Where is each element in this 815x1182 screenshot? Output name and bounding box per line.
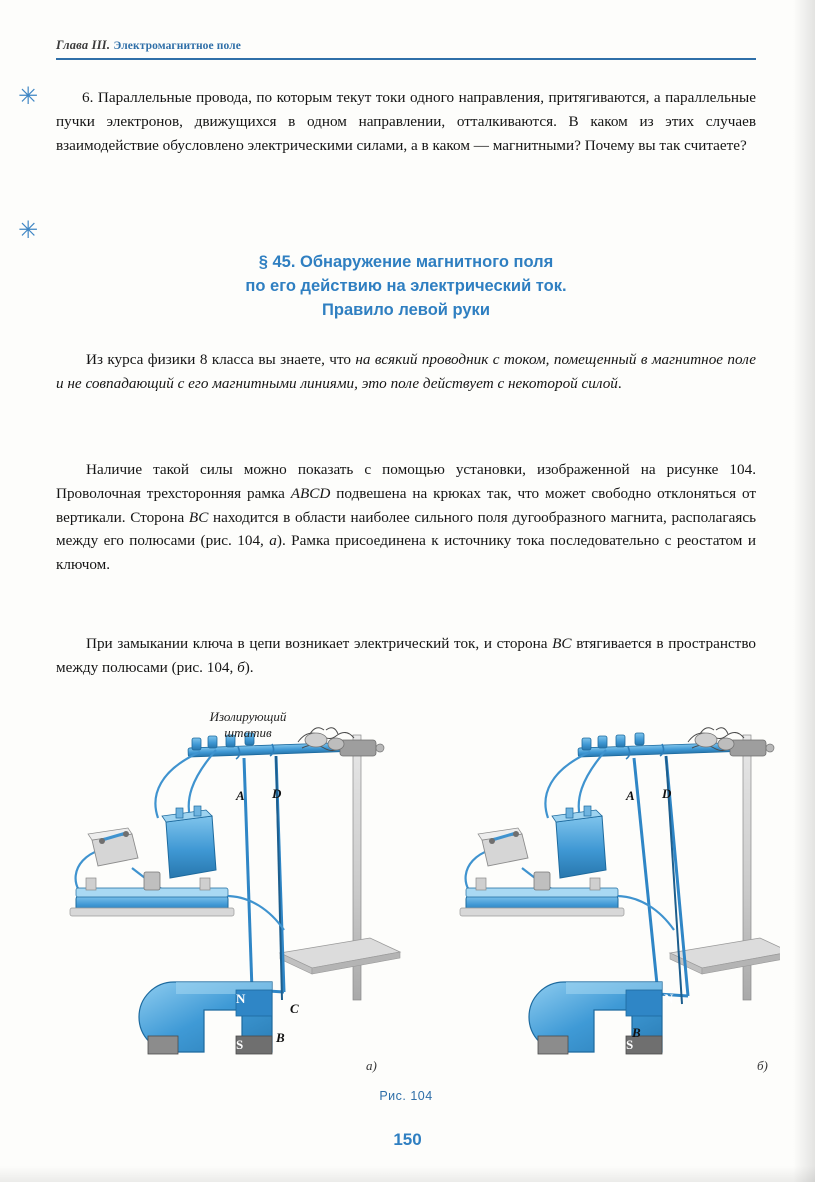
asterisk-marker-icon: ✳ (18, 82, 39, 110)
point-label-C-left: C (290, 1001, 299, 1016)
p2-fig-ref-a: а (269, 532, 277, 550)
rheostat-a (70, 872, 234, 916)
section-title-line-1: § 45. Обнаружение магнитного поля (258, 253, 554, 271)
p1-part-b: . (617, 374, 622, 392)
rheostat-b (460, 872, 624, 916)
scan-edge-shadow (793, 0, 815, 1182)
section-title-line-2: по его действию на электрический ток. (245, 277, 567, 295)
switch-b (478, 828, 528, 866)
pole-label-N-left: N (236, 991, 246, 1006)
p3-part-b: втягивается в пространство между полюсами (рис. 104, (56, 635, 756, 676)
p3-part-c: ). (244, 658, 254, 676)
point-label-B-left: B (276, 1030, 285, 1045)
paragraph-3 (56, 632, 756, 680)
figure-sublabel-a: а) (366, 1058, 377, 1073)
p2-part-d: ). Рамка присоединена к источнику тока последовательно с реостатом и ключом. (56, 532, 756, 574)
chapter-title: Электромагнитное поле (113, 40, 241, 52)
p1-italic: на всякий проводник с током, помещенный в магнитное поле и не совпадающий с его магнитными линиями, это поле действует с некоторой силой (56, 351, 756, 392)
p2-side-label: BC (188, 508, 209, 526)
paragraph-2 (56, 458, 756, 577)
header-rule (56, 58, 756, 60)
section-title-line-3: Правило левой руки (322, 301, 490, 319)
pole-label-S-right: S (626, 1037, 634, 1052)
p2-part-b: подвешена на крюках так, что может свободно отклоняться от вертикали. Сторона (56, 484, 756, 526)
figure-sublabel-b: б) (757, 1058, 768, 1073)
p1-part-a: Из курса физики 8 класса вы знаете, что (86, 351, 356, 368)
figure-104-drawing (40, 700, 780, 1120)
pole-label-N-right: N (664, 991, 674, 1006)
point-label-D-right: D (662, 786, 672, 801)
figure-104 (40, 700, 780, 1120)
pole-label-S-left: S (236, 1037, 244, 1052)
battery-a (162, 806, 216, 878)
asterisk-marker-icon: ✳ (18, 216, 39, 244)
p3-fig-ref-b: б (237, 658, 245, 676)
setup-b (460, 728, 780, 1054)
p3-part-a: При замыкании ключа в цепи возникает электрический ток, и сторона (86, 635, 553, 652)
p2-part-c: находится в области наиболее сильного поля дугообразного магнита, располагаясь между его полюсами (рис. 104, (56, 508, 756, 550)
scan-bottom-shadow (0, 1166, 815, 1182)
point-label-D-left: D (272, 786, 282, 801)
point-label-A-left: A (236, 788, 245, 803)
p3-side-label: BC (552, 635, 572, 652)
point-label-A-right: A (626, 788, 635, 803)
point-label-B-right: B (632, 1025, 641, 1040)
switch-a (88, 828, 138, 866)
setup-a (70, 728, 400, 1054)
paragraph-1 (56, 348, 756, 396)
p2-frame-label: ABCD (290, 484, 331, 502)
magnet-a (115, 982, 272, 1054)
p2-part-a: Наличие такой силы можно показать с помощью установки, изображенной на рисунке 104. Проволочная трехсторонняя рамка (56, 461, 756, 502)
battery-b (552, 806, 606, 878)
figure-annotation-insulating-stand: Изолирующий штатив (209, 709, 287, 740)
question-6-text: 6. Параллельные провода, по которым текут токи одного направления, притягиваются, а параллельные пучки электронов, движущихся в одном направлении, отталкиваются. В каком из этих случаев взаимодействие обусловлено электрическими силами, а в каком — магнитными? Почему вы так считаете? (56, 89, 756, 154)
figure-caption: Рис. 104 (379, 1089, 433, 1103)
page-number: 150 (393, 1130, 422, 1149)
magnet-b (529, 982, 662, 1054)
section-title (56, 250, 756, 322)
chapter-number: Глава III. (56, 38, 111, 52)
running-header (56, 38, 756, 53)
